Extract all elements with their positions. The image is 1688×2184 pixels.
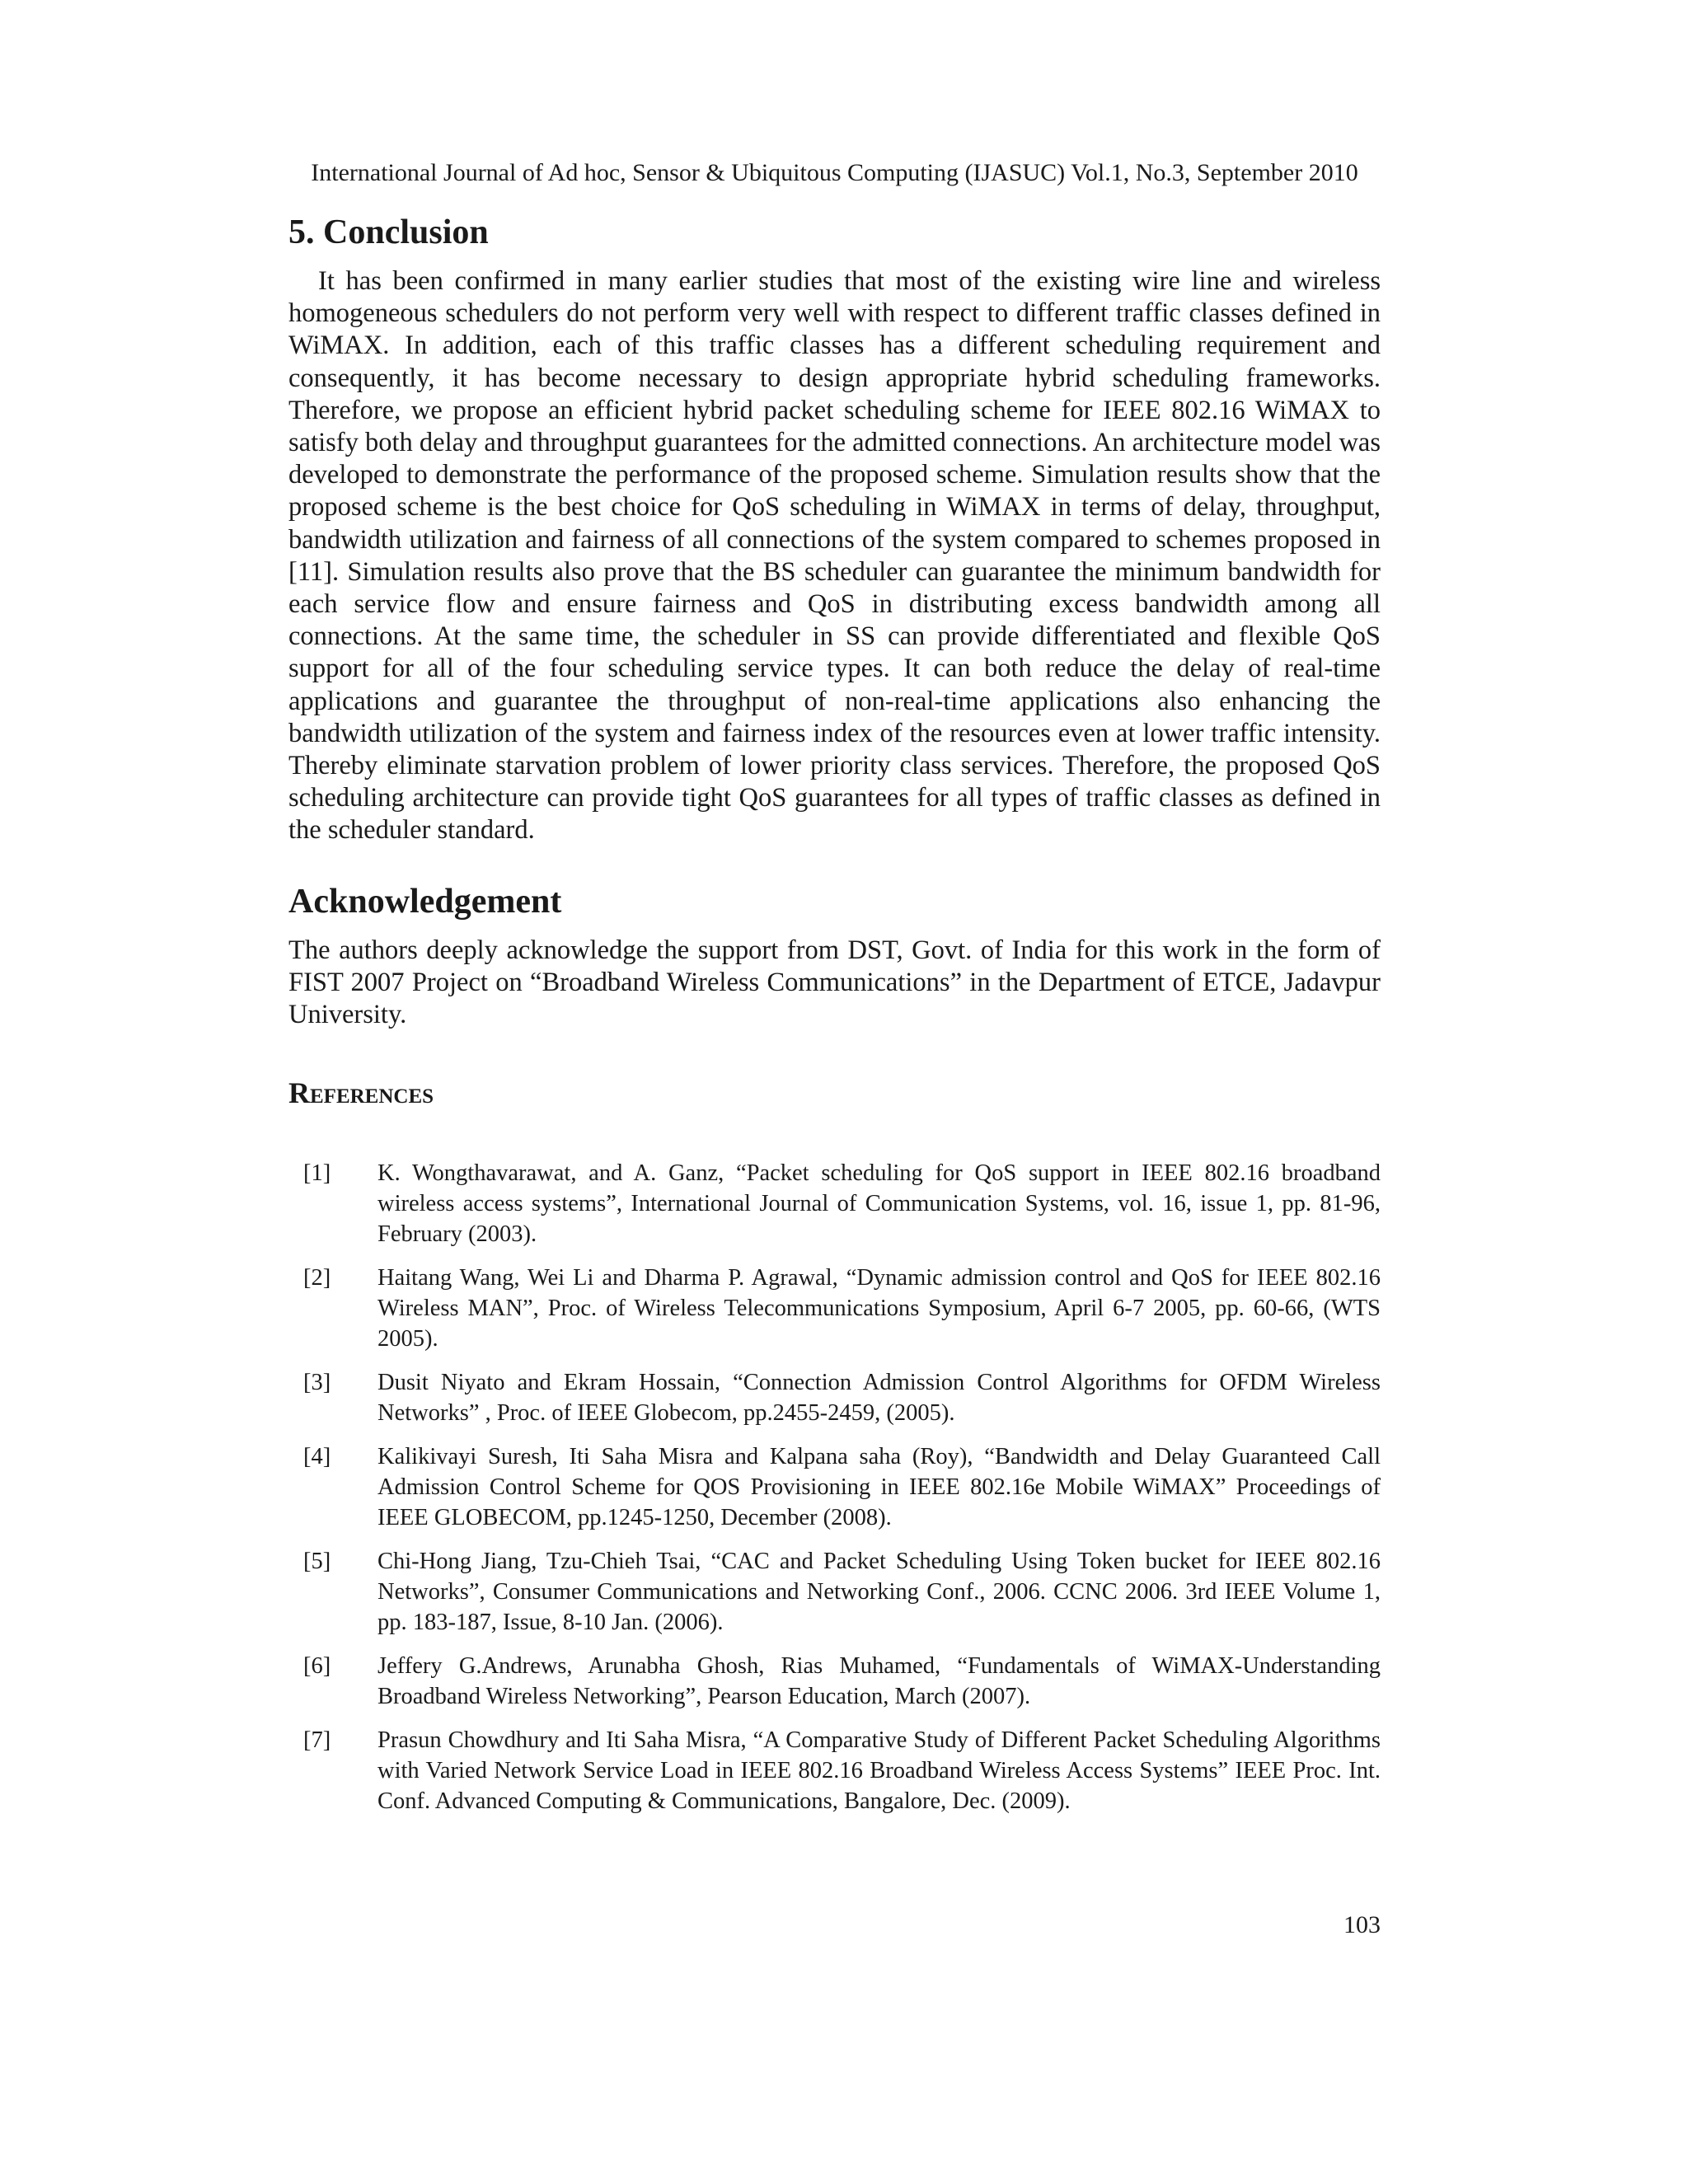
references-section [288, 1074, 1381, 1816]
references-list [288, 1158, 1381, 1816]
reference-number: [4] [303, 1444, 331, 1470]
conclusion-section [288, 211, 1381, 847]
reference-text: Dusit Niyato and Ekram Hossain, “Connection Admission Control Algorithms for OFDM Wireless Networks” , Proc. of IEEE Globecom, pp.2455-2459, (2005). [377, 1370, 1381, 1427]
conclusion-paragraph: It has been confirmed in many earlier studies that most of the existing wire line and wireless homogeneous schedulers do not perform very well with respect to different traffic classes defined in WiMAX. In addition, each of this traffic classes has a different scheduling requirement and consequently, it has become necessary to design appropriate hybrid scheduling frameworks. Therefore, we propose an efficient hybrid packet scheduling scheme for IEEE 802.16 WiMAX to satisfy both delay and throughput guarantees for the admitted connections. An architecture model was developed to demonstrate the performance of the proposed scheme. Simulation results show that the proposed scheme is the best choice for QoS scheduling in WiMAX in terms of delay, throughput, bandwidth utilization and fairness of all connections of the system compared to schemes proposed in [11]. Simulation results also prove that the BS scheduler can guarantee the minimum bandwidth for each service flow and ensure fairness and QoS in distributing excess bandwidth among all connections. At the same time, the scheduler in SS can provide differentiated and flexible QoS support for all of the four scheduling service types. It can both reduce the delay of real-time applications and guarantee the throughput of non-real-time applications also enhancing the bandwidth utilization of the system and fairness index of the resources even at lower traffic intensity. Thereby eliminate starvation problem of lower priority class services. Therefore, the proposed QoS scheduling architecture can provide tight QoS guarantees for all types of traffic classes as defined in the scheduler standard. [288, 266, 1381, 846]
conclusion-heading: 5. Conclusion [288, 213, 489, 251]
acknowledgement-heading: Acknowledgement [288, 882, 562, 921]
reference-number: [6] [303, 1653, 331, 1680]
reference-text: Haitang Wang, Wei Li and Dharma P. Agrawal, “Dynamic admission control and QoS for IEEE 802.16 Wireless MAN”, Proc. of Wireless Telecommunications Symposium, April 6-7 2005, pp. 60-66, (WTS 2005). [377, 1265, 1381, 1352]
reference-item [288, 1651, 1381, 1712]
reference-text: Chi-Hong Jiang, Tzu-Chieh Tsai, “CAC and Packet Scheduling Using Token bucket for IEEE 802.16 Networks”, Consumer Communications and Networking Conf., 2006. CCNC 2006. 3rd IEEE Volume 1, pp. 183-187, Issue, 8-10 Jan. (2006). [377, 1549, 1381, 1636]
reference-item [288, 1263, 1381, 1354]
acknowledgement-section [288, 880, 1381, 1032]
reference-item [288, 1367, 1381, 1428]
reference-text: K. Wongthavarawat, and A. Ganz, “Packet scheduling for QoS support in IEEE 802.16 broadband wireless access systems”, International Journal of Communication Systems, vol. 16, issue 1, pp. 81-96, February (2003). [377, 1160, 1381, 1248]
reference-number: [7] [303, 1727, 331, 1754]
acknowledgement-paragraph: The authors deeply acknowledge the support from DST, Govt. of India for this work in the form of FIST 2007 Project on “Broadband Wireless Communications” in the Department of ETCE, Jadavpur University. [288, 935, 1381, 1030]
reference-item [288, 1546, 1381, 1638]
reference-item [288, 1158, 1381, 1249]
reference-number: [1] [303, 1160, 331, 1187]
running-header: International Journal of Ad hoc, Sensor & Ubiquitous Computing (IJASUC) Vol.1, No.3, September 2010 [311, 159, 1358, 186]
reference-text: Kalikivayi Suresh, Iti Saha Misra and Kalpana saha (Roy), “Bandwidth and Delay Guaranteed Call Admission Control Scheme for QOS Provisioning in IEEE 802.16e Mobile WiMAX” Proceedings of IEEE GLOBECOM, pp.1245-1250, December (2008). [377, 1444, 1381, 1531]
reference-item [288, 1725, 1381, 1816]
references-heading: References [288, 1076, 434, 1110]
reference-number: [2] [303, 1265, 331, 1291]
paper-page [288, 157, 1381, 1830]
reference-number: [5] [303, 1549, 331, 1575]
reference-item [288, 1441, 1381, 1533]
reference-text: Prasun Chowdhury and Iti Saha Misra, “A Comparative Study of Different Packet Scheduling Algorithms with Varied Network Service Load in IEEE 802.16 Broadband Wireless Access Systems” IEEE Proc. Int. Conf. Advanced Computing & Communications, Bangalore, Dec. (2009). [377, 1727, 1381, 1815]
reference-text: Jeffery G.Andrews, Arunabha Ghosh, Rias Muhamed, “Fundamentals of WiMAX-Understanding Broadband Wireless Networking”, Pearson Education, March (2007). [377, 1653, 1381, 1710]
reference-number: [3] [303, 1370, 331, 1396]
page-number: 103 [1343, 1911, 1381, 1938]
